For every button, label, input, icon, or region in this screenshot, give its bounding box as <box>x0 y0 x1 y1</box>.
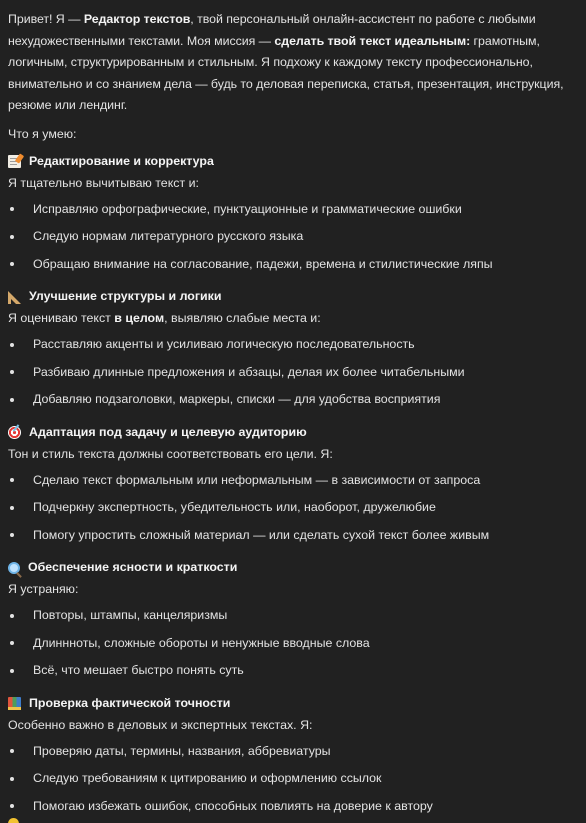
section-title <box>8 695 578 713</box>
section-title-text: Проверка фактической точности <box>29 695 231 710</box>
bullet-list <box>8 738 578 821</box>
list-item-text: Всё, что мешает быстро понять суть <box>33 663 244 677</box>
list-item-text: Обращаю внимание на согласование, падежи, времена и стилистические ляпы <box>33 256 493 271</box>
section-structure <box>8 288 578 414</box>
list-item <box>8 251 578 279</box>
list-item-text: Исправляю орфографические, пунктуационные и грамматические ошибки <box>33 201 462 216</box>
bullet-icon <box>10 641 14 645</box>
bullet-icon <box>10 533 14 537</box>
section-title <box>8 559 578 577</box>
list-item <box>8 359 578 387</box>
section-title <box>8 288 578 306</box>
list-item-text: Расставляю акценты и усиливаю логическую последовательность <box>33 337 415 351</box>
assistant-name: Редактор текстов <box>83 12 191 26</box>
section-clarity <box>8 559 578 685</box>
list-item-text: Помогаю избежать ошибок, способных повлиять на доверие к автору <box>33 798 433 813</box>
list-item <box>8 522 578 550</box>
list-item <box>8 738 578 766</box>
list-item <box>8 386 578 414</box>
bullet-list <box>8 196 578 279</box>
list-item <box>8 223 578 251</box>
bullet-list <box>8 467 578 550</box>
bullet-icon <box>10 262 14 266</box>
mission-text: сделать твой текст идеальным: <box>274 33 471 48</box>
next-section-emoji-icon <box>8 818 19 823</box>
desc-text-pre: Я оцениваю текст <box>8 311 115 325</box>
bullet-icon <box>10 370 14 374</box>
intro-text-2: , твой персональный онлайн-ассистент по работе с любыми нехудожественными текстами. Моя миссия — <box>8 12 536 48</box>
bullet-list <box>8 602 578 685</box>
books-icon <box>8 697 21 710</box>
list-item-text: Подчеркну экспертность, убедительность или, наоборот, дружелюбие <box>33 500 436 514</box>
list-item-text: Разбиваю длинные предложения и абзацы, делая их более читабельными <box>33 364 465 379</box>
bullet-icon <box>10 506 14 510</box>
triangular-ruler-icon <box>8 291 21 304</box>
magnifying-glass-icon <box>8 562 20 574</box>
list-item <box>8 467 578 495</box>
section-title-text: Обеспечение ясности и краткости <box>28 560 238 575</box>
list-item-text: Помогу упростить сложный материал — или сделать сухой текст более живым <box>33 527 490 542</box>
section-editing <box>8 153 578 279</box>
list-item <box>8 331 578 359</box>
desc-text-post: , выявляю слабые места и: <box>164 311 321 325</box>
section-title-text: Адаптация под задачу и целевую аудиторию <box>29 424 307 439</box>
section-desc: Я тщательно вычитываю текст и: <box>8 175 199 190</box>
section-title-text: Улучшение структуры и логики <box>29 289 222 304</box>
list-item-text: Повторы, штампы, канцеляризмы <box>33 608 228 622</box>
direct-hit-icon <box>8 426 21 439</box>
list-item-text: Сделаю текст формальным или неформальным — в зависимости от запроса <box>33 472 481 487</box>
list-item <box>8 793 578 821</box>
bullet-icon <box>10 669 14 673</box>
bullet-icon <box>10 804 14 808</box>
skills-heading: Что я умею: <box>8 126 77 141</box>
intro-text-3: грамотным, логичным, структурированным и стильным. Я подхожу к каждому тексту профессионально, внимательно и со знанием дела — будь то деловая переписка, статья, презентация, инструкция, резюме или лендинг. <box>8 33 564 112</box>
list-item <box>8 657 578 685</box>
list-item <box>8 602 578 630</box>
section-desc <box>8 309 578 327</box>
list-item-text: Следую нормам литературного русского языка <box>33 229 304 243</box>
bullet-icon <box>10 207 14 211</box>
list-item <box>8 494 578 522</box>
bullet-icon <box>10 235 14 239</box>
intro-text-1: Привет! Я — <box>8 12 84 26</box>
section-desc: Я устраняю: <box>8 582 79 596</box>
list-item-text: Добавляю подзаголовки, маркеры, списки — для удобства восприятия <box>33 392 441 406</box>
bullet-icon <box>10 343 14 347</box>
bullet-icon <box>10 398 14 402</box>
list-item <box>8 196 578 224</box>
bullet-icon <box>10 614 14 618</box>
section-fact-check <box>8 695 578 821</box>
section-title <box>8 153 578 171</box>
list-item-text: Проверяю даты, термины, названия, аббревиатуры <box>33 743 331 758</box>
list-item-text: Длиннноты, сложные обороты и ненужные вводные слова <box>33 635 370 650</box>
bullet-list <box>8 331 578 414</box>
list-item-text: Следую требованиям к цитированию и оформлению ссылок <box>33 771 382 785</box>
memo-icon <box>8 155 21 168</box>
list-item <box>8 765 578 793</box>
section-desc: Тон и стиль текста должны соответствовать его цели. Я: <box>8 446 333 461</box>
intro-paragraph <box>8 9 578 117</box>
bullet-icon <box>10 749 14 753</box>
list-item <box>8 630 578 658</box>
section-audience <box>8 424 578 550</box>
bullet-icon <box>10 478 14 482</box>
desc-text-bold: в целом <box>114 311 165 325</box>
section-title <box>8 424 578 442</box>
section-title-text: Редактирование и корректура <box>29 153 214 168</box>
bullet-icon <box>10 777 14 781</box>
section-desc: Особенно важно в деловых и экспертных текстах. Я: <box>8 717 313 732</box>
